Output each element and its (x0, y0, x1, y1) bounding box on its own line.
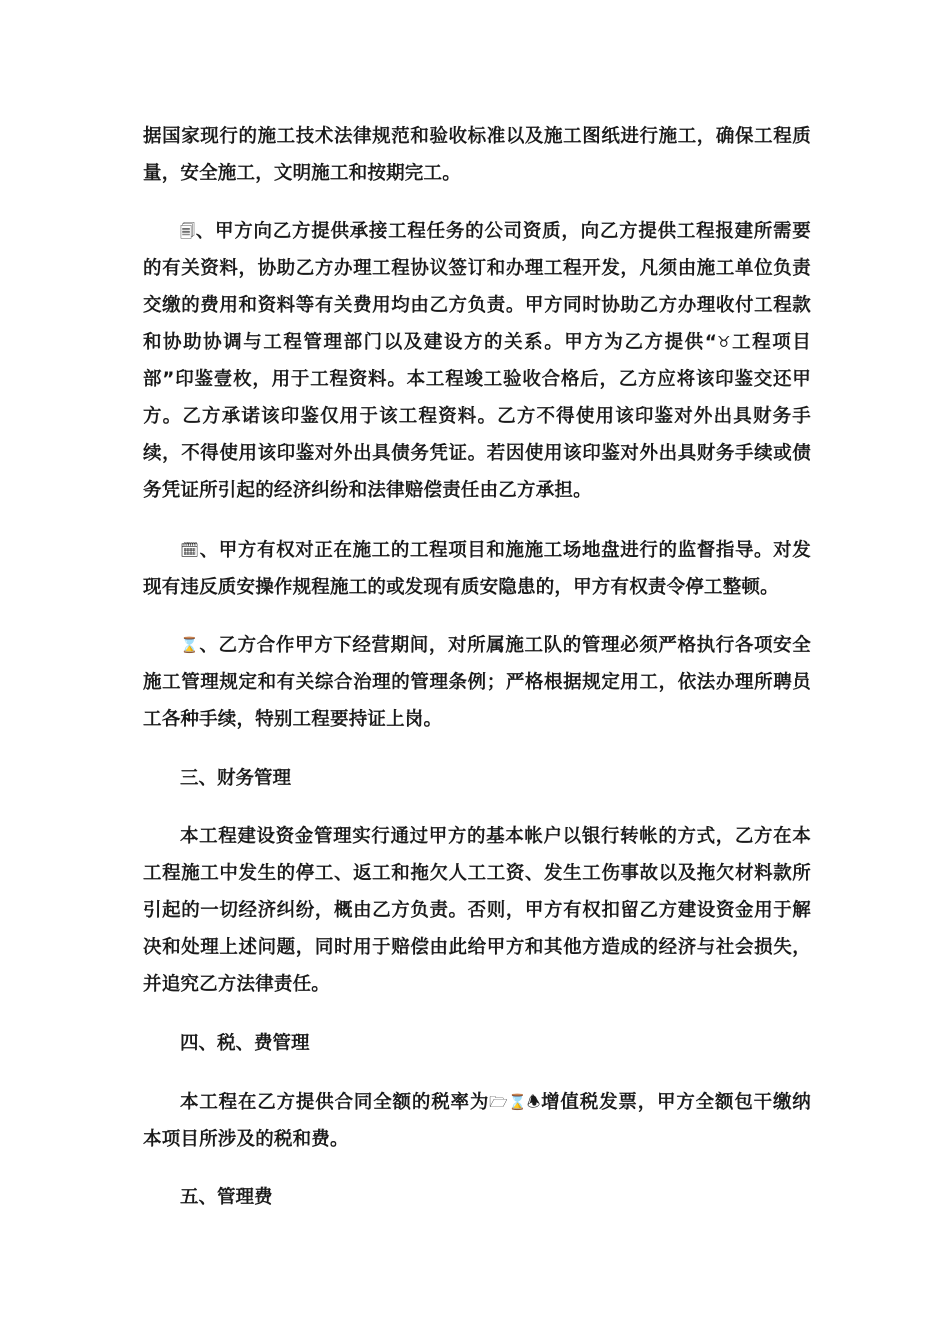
taurus-icon: ♉ (717, 333, 731, 351)
paragraph-text-cont: 工程项目部”印鉴壹枚，用于工程资料。本工程竣工验收合格后，乙方应将该印鉴交还甲方。乙方承诺该印鉴仅用于该工程资料。乙方不得使用该印鉴对外出具财务手续，不得使用该印鉴对外出具债务凭证。若因使用该印鉴对外出具财务手续或债务凭证所引起的经济纠纷和法律赔偿责任由乙方承担。 (143, 332, 811, 501)
paragraph-text: 本工程建设资金管理实行通过甲方的基本帐户以银行转帐的方式，乙方在本工程施工中发生的停工、返工和拖欠人工工资、发生工伤事故以及拖欠材料款所引起的一切经济纠纷，概由乙方负责。否则，甲方有权扣留乙方建设资金用于解决和处理上述问题，同时用于赔偿由此给甲方和其他方造成的经济与社会损失，并追究乙方法律责任。 (143, 826, 811, 995)
paragraph-intro (143, 118, 811, 192)
tax-rate-glyphs-icon: 🗁⌛🕭 (489, 1093, 541, 1111)
paragraph-item-b (143, 532, 811, 606)
paragraph-item-c (143, 627, 811, 738)
paragraph-finance (143, 818, 811, 1003)
paragraph-text-cont: 增值税发票，甲方全额包干缴纳本项目所涉及的税和费。 (143, 1092, 811, 1150)
paragraph-text: 本工程在乙方提供合同全额的税率为 (180, 1092, 490, 1113)
paragraph-text: 据国家现行的施工技术法律规范和验收标准以及施工图纸进行施工，确保工程质量，安全施工，文明施工和按期完工。 (143, 126, 811, 184)
section-heading-management-fee: 五、管理费 (180, 1187, 273, 1208)
paragraph-tax (143, 1084, 811, 1158)
section-heading-tax: 四、税、费管理 (180, 1033, 310, 1054)
document-icon: 🗐 (180, 222, 196, 240)
paragraph-text: 、甲方有权对正在施工的工程项目和施施工场地盘进行的监督指导。对发现有违反质安操作规程施工的或发现有质安隐患的，甲方有权责令停工整顿。 (143, 540, 811, 598)
paragraph-text: 、甲方向乙方提供承接工程任务的公司资质，向乙方提供工程报建所需要的有关资料，协助乙方办理工程协议签订和办理工程开发，凡须由施工单位负责交缴的费用和资料等有关费用均由乙方负责。甲方同时协助乙方办理收付工程款和协助协调与工程管理部门以及建设方的关系。甲方为乙方提供“ (143, 221, 811, 353)
section-heading-finance: 三、财务管理 (180, 768, 292, 789)
hourglass-icon: ⌛ (180, 636, 199, 654)
calendar-icon: 🗓 (180, 541, 200, 559)
paragraph-text: 、乙方合作甲方下经营期间，对所属施工队的管理必须严格执行各项安全施工管理规定和有关综合治理的管理条例；严格根据规定用工，依法办理所聘员工各种手续，特别工程要持证上岗。 (143, 635, 811, 730)
paragraph-item-a (143, 213, 811, 509)
